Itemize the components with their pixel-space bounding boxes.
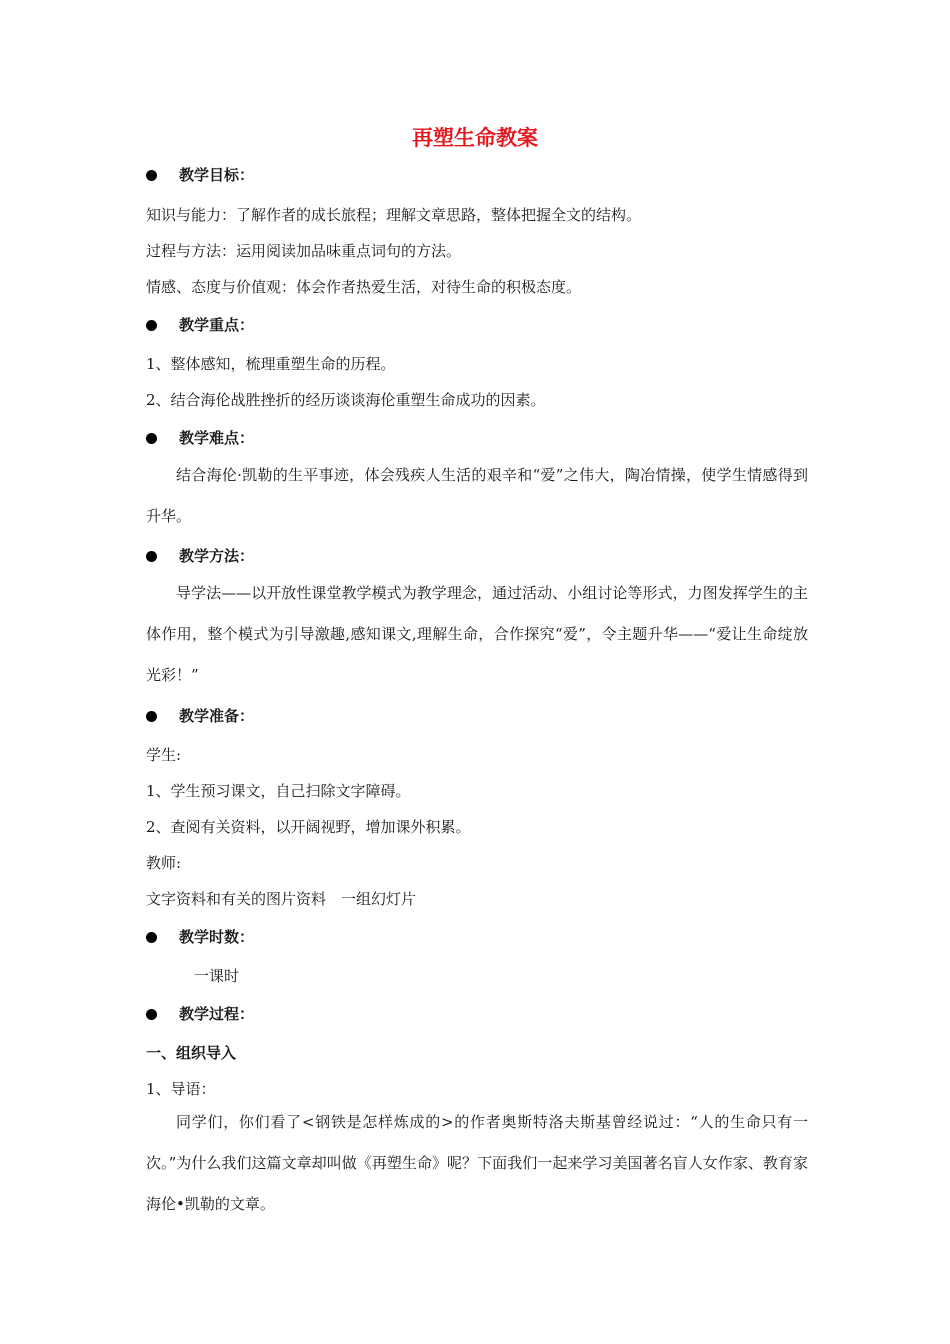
student-prep-line: 1、学生预习课文，自己扫除文字障碍。 xyxy=(146,782,411,800)
section-heading-goals: 教学目标： xyxy=(146,165,254,185)
process-paragraph: 同学们，你们看了<钢铁是怎样炼成的>的作者奥斯特洛夫斯基曾经说过：“人的生命只有一次。”为什么我们这篇文章却叫做《再塑生命》呢？下面我们一起来学习美国著名盲人女作家、教育家海伦•凯勒的文章。 xyxy=(146,1113,808,1213)
bullet-icon xyxy=(146,433,157,444)
key-point-line: 2、结合海伦战胜挫折的经历谈谈海伦重塑生命成功的因素。 xyxy=(146,391,546,409)
section-heading-difficulties: 教学难点： xyxy=(146,428,254,448)
bullet-icon xyxy=(146,551,157,562)
process-item: 1、导语： xyxy=(146,1080,216,1098)
section-heading-key-points: 教学重点： xyxy=(146,315,254,335)
difficulties-paragraph: 结合海伦·凯勒的生平事迹，体会残疾人生活的艰辛和“爱”之伟大，陶冶情操，使学生情感得到升华。 xyxy=(146,466,808,525)
bullet-icon xyxy=(146,932,157,943)
bullet-icon xyxy=(146,320,157,331)
section-heading-process: 教学过程： xyxy=(146,1004,254,1024)
student-label: 学生: xyxy=(146,746,182,764)
bullet-icon xyxy=(146,1009,157,1020)
section-heading-preparation: 教学准备： xyxy=(146,706,254,726)
goal-line: 知识与能力：了解作者的成长旅程；理解文章思路，整体把握全文的结构。 xyxy=(146,206,642,224)
bullet-icon xyxy=(146,711,157,722)
goal-line: 情感、态度与价值观：体会作者热爱生活，对待生命的积极态度。 xyxy=(146,278,582,296)
section-heading-methods: 教学方法： xyxy=(146,546,254,566)
key-point-line: 1、整体感知，梳理重塑生命的历程。 xyxy=(146,355,396,373)
hours-value: 一课时 xyxy=(194,967,240,985)
bullet-icon xyxy=(146,170,157,181)
section-heading-hours: 教学时数： xyxy=(146,927,254,947)
methods-paragraph: 导学法——以开放性课堂教学模式为教学理念，通过活动、小组讨论等形式，力图发挥学生的主体作用，整个模式为引导激趣,感知课文,理解生命，合作探究“爱”，令主题升华——“爱让生命绽放光彩！” xyxy=(146,584,808,684)
goal-line: 过程与方法：运用阅读加品味重点词句的方法。 xyxy=(146,242,462,260)
student-prep-line: 2、查阅有关资料，以开阔视野，增加课外积累。 xyxy=(146,818,471,836)
teacher-prep-line: 文字资料和有关的图片资料 一组幻灯片 xyxy=(146,890,417,908)
teacher-label: 教师: xyxy=(146,854,182,872)
process-sub-heading: 一、组织导入 xyxy=(146,1044,237,1062)
document-title: 再塑生命教案 xyxy=(412,126,538,150)
